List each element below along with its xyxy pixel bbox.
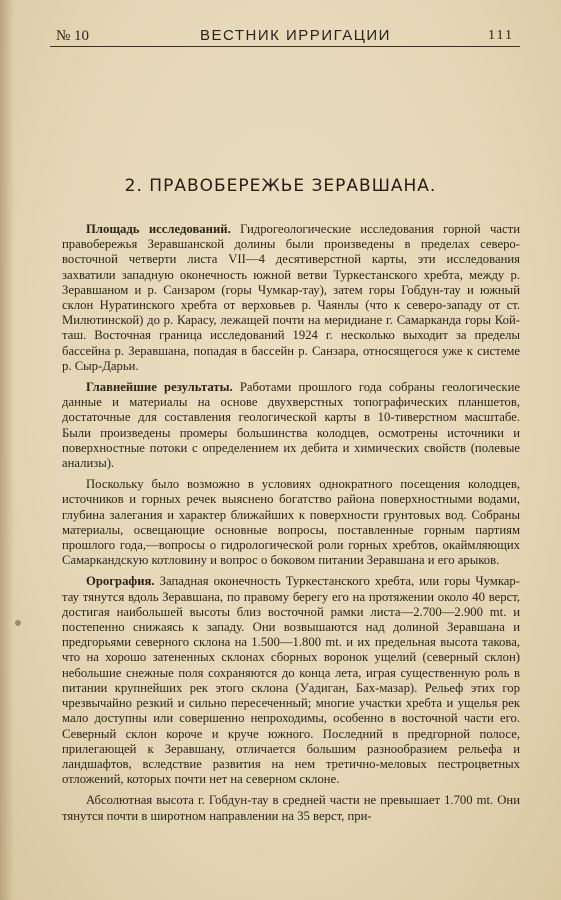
- page-number: 111: [488, 28, 514, 43]
- journal-title: ВЕСТНИК ИРРИГАЦИИ: [200, 27, 391, 44]
- paragraph: [62, 793, 520, 823]
- paragraph: [62, 574, 520, 787]
- body-text: [62, 222, 520, 830]
- paragraph-text: Западная оконечность Туркестанского хребта, или горы Чумкар-тау тянутся вдоль Зеравшана, по правому берегу его на протяжении около 40 верст, достигая наибольшей высоты близ восточной рамки листа—2.700—2.900 mt. и постепенно снижаясь к западу. Они возвышаются над долиной Зеравшана и предгорьями северного склона на 1.500—1.800 mt. и их предельная высота такова, что на хорошо затененных склонах сборных воронок ущелий (северный склон) небольшие снежные поля сохраняются до конца лета, играя существенную роль в питании крупнейших рек этого склона (Уадиган, Бах-мазар). Рельеф этих гор чрезвычайно резкий и сильно пересеченный; многие участки хребта и ущелья рек мало доступны или совершенно непроходимы, особенно в восточной части его. Северный склон короче и круче южного. Последний в предгорной полосе, прилегающей к Зеравшану, отличается большим разнообразием рельефа и ландшафтов, вследствие развития на нем третично-меловых пестроцветных отложений, которых почти нет на северном склоне.: [62, 574, 520, 787]
- issue-number: № 10: [56, 28, 90, 44]
- paragraph-lead: Площадь исследований.: [86, 222, 231, 236]
- paragraph-text: Работами прошлого года собраны геологические данные и материалы на основе двухверстных топографических планшетов, достаточные для составления геологической карты в 10-тиверстном масштабе. Были произведены промеры большинства колодцев, осмотрены источники и поверхностные потоки с определением их дебита и химических свойств (полевые анализы).: [62, 380, 520, 471]
- paragraph-lead: Орография.: [86, 574, 155, 589]
- paragraph-lead: Главнейшие результаты.: [86, 380, 233, 395]
- paragraph-text: Абсолютная высота г. Гобдун-тау в средней части не превышает 1.700 mt. Они тянутся почти в широтном направлении на 35 верст, при-: [62, 793, 520, 823]
- header-rule: [50, 46, 520, 47]
- page-edge-shadow: [0, 0, 14, 900]
- paragraph: [62, 222, 520, 374]
- paragraph-text: Гидрогеологические исследования горной части правобережья Зеравшанской долины были произведены в пределах северо-восточной четверти листа VII—4 десятиверстной карты, эти исследования захватили западную оконечность южной ветви Туркестанского хребта, между р. Зеравшаном и р. Санзаром (горы Чумкар-тау), затем горы Гобдун-тау и южный склон Нуратинского хребта от верховьев р. Чаянлы (что к северо-западу от ст. Милютинской) до р. Карасу, лежащей почти на меридиане г. Самарканда горы Кой-таш. Восточная граница исследований 1924 г. несколько выходит за пределы бассейна р. Зеравшана, попадая в бассейн р. Санзара, относящегося уже к системе р. Сыр-Дарьи.: [62, 222, 520, 373]
- paragraph: [62, 477, 520, 568]
- paper-blemish: [15, 620, 21, 626]
- running-head: [50, 26, 520, 46]
- paragraph: [62, 380, 520, 471]
- paragraph-text: Поскольку было возможно в условиях однократного посещения колодцев, источников и горных речек выяснено богатство района поверхностными водами, глубина залегания и характер ближайших к поверхности грунтовых вод. Собраны материалы, освещающие основные вопросы, поставленные горным партиям прошлого года,—вопросы о гидрологической роли горных хребтов, окаймляющих Самаркандскую котловину и вопрос о боковом питании Зеравшана и его арыков.: [62, 477, 520, 568]
- section-title: 2. ПРАВОБЕРЕЖЬЕ ЗЕРАВШАНА.: [124, 176, 437, 196]
